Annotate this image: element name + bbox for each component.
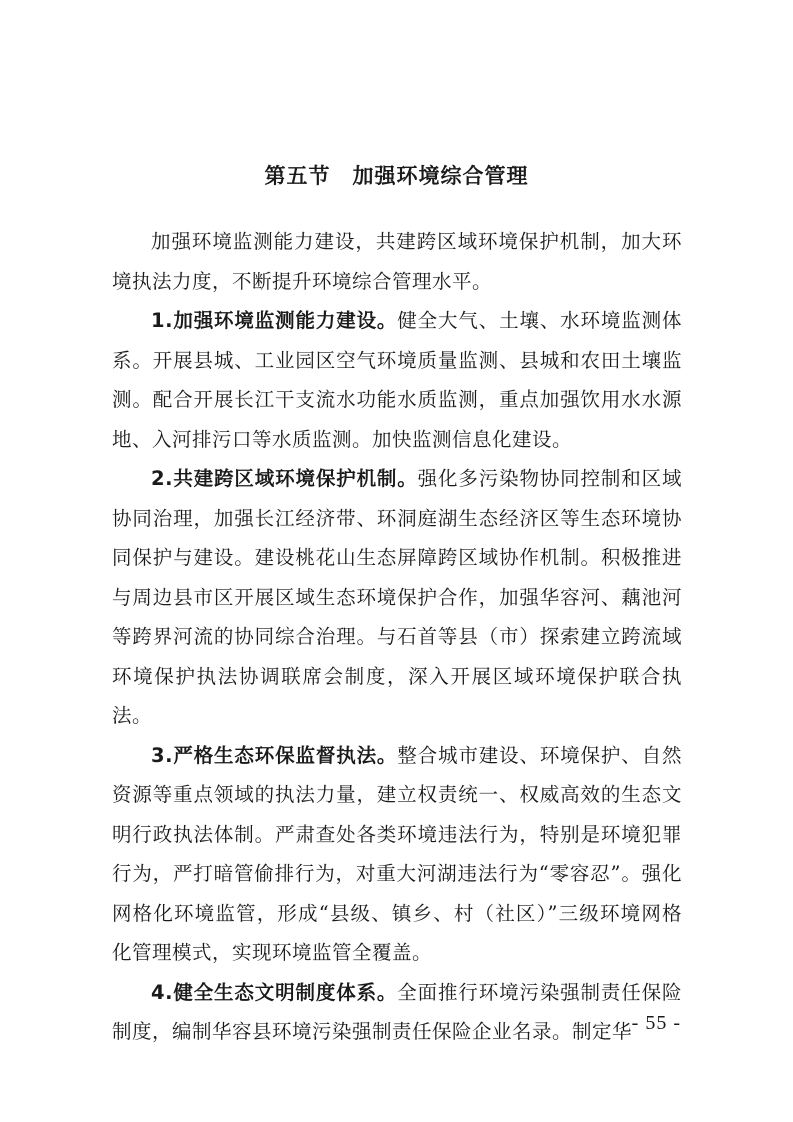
section-title: 第五节 加强环境综合管理 xyxy=(264,164,529,188)
item-paragraph-1 xyxy=(112,301,682,459)
item-paragraph-4 xyxy=(112,973,682,1052)
body-text xyxy=(112,222,682,1052)
item-text-2: 强化多污染物协同控制和区域协同治理，加强长江经济带、环洞庭湖生态经济区等生态环境协同保护与建设。建设桃花山生态屏障跨区域协作机制。积极推进与周边县市区开展区域生态环境保护合作，加强华容河、藕池河等跨界河流的协同综合治理。与石首等县（市）探索建立跨流域环境保护执法协调联席会制度，深入开展区域环境保护联合执法。 xyxy=(112,467,682,727)
item-text-1: 健全大气、土壤、水环境监测体系。开展县城、工业园区空气环境质量监测、县城和农田土壤监测。配合开展长江干支流水功能水质监测，重点加强饮用水水源地、入河排污口等水质监测。加快监测信息化建设。 xyxy=(112,309,682,451)
item-heading-1: 1.加强环境监测能力建设。 xyxy=(151,309,398,332)
page-number: - 55 - xyxy=(631,1012,681,1034)
intro-paragraph: 加强环境监测能力建设，共建跨区域环境保护机制，加大环境执法力度，不断提升环境综合管理水平。 xyxy=(112,230,682,293)
item-paragraph-2 xyxy=(112,459,682,736)
item-heading-2: 2.共建跨区域环境保护机制。 xyxy=(151,467,418,490)
item-paragraph-3 xyxy=(112,736,682,973)
item-heading-3: 3.严格生态环保监督执法。 xyxy=(151,743,398,767)
item-text-3: 整合城市建设、环境保护、自然资源等重点领域的执法力量，建立权责统一、权威高效的生态文明行政执法体制。严肃查处各类环境违法行为，特别是环境犯罪行为，严打暗管偷排行为，对重大河湖违法行为“零容忍”。强化网格化环境监管，形成“县级、镇乡、村（社区）”三级环境网格化管理模式，实现环境监管全覆盖。 xyxy=(112,743,682,964)
item-text-4: 全面推行环境污染强制责任保险制度，编制华容县环境污染强制责任保险企业名录。制定华 xyxy=(112,980,682,1043)
item-heading-4: 4.健全生态文明制度体系。 xyxy=(151,980,398,1004)
